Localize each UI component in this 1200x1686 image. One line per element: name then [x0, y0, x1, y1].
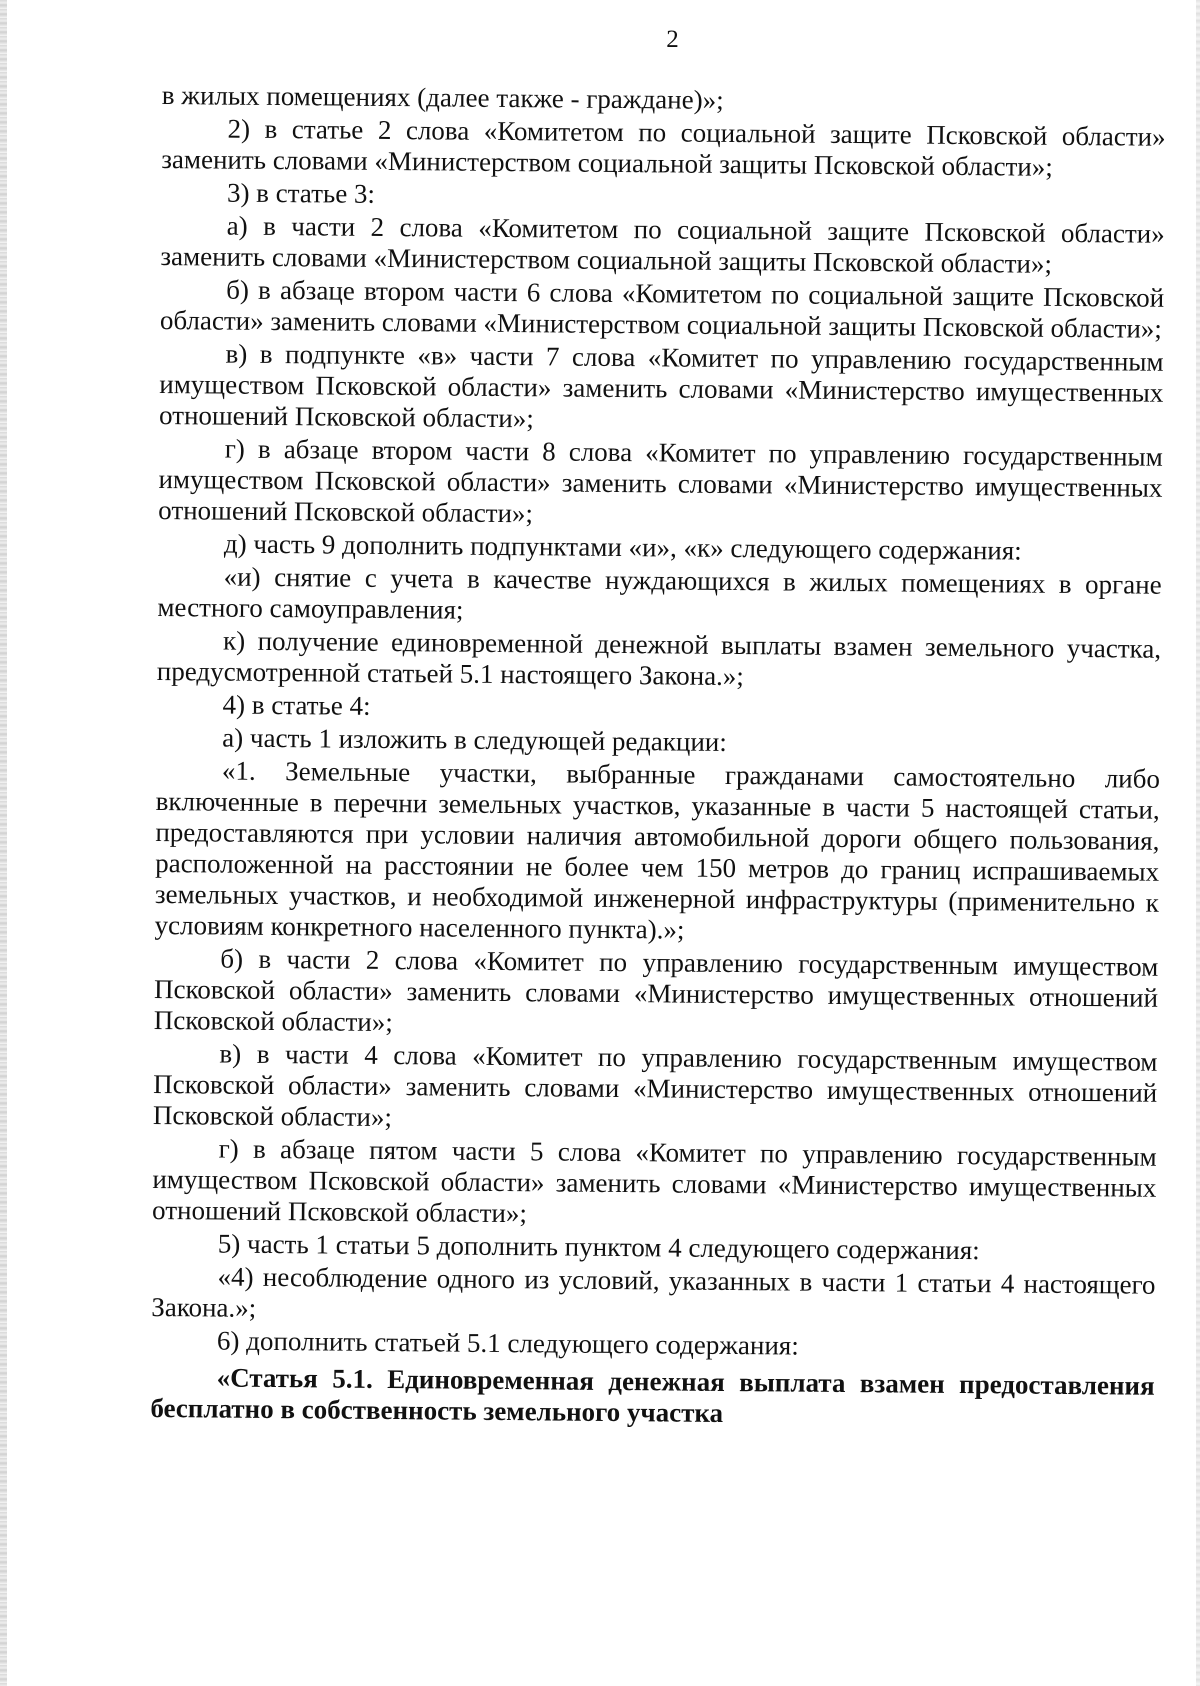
paragraph-18: 6) дополнить статьей 5.1 следующего содержания: [216, 1325, 799, 1361]
paragraph-9: к) получение единовременной денежной выплаты взамен земельного участка, предусмотренной статьей 5.1 настоящего Закона.»; [156, 625, 1162, 692]
paragraph-15: г) в абзаце пятом части 5 слова «Комитет по управлению государственным имуществом Псковской области» заменить словами «Министерство имущественных отношений Псковской области»; [152, 1133, 1157, 1229]
paragraph-5: в) в подпункте «в» части 7 слова «Комитет по управлению государственным имуществом Псковской области» заменить словами «Министерство имущественных отношений Псковской области»; [158, 338, 1164, 434]
paragraph-2: 3) в статье 3: [226, 177, 376, 209]
paragraph-10: 4) в статье 4: [222, 689, 371, 721]
page-number: 2 [666, 26, 679, 53]
paragraph-17: «4) несоблюдение одного из условий, указанных в части 1 статьи 4 настоящего Закона.»; [151, 1261, 1156, 1323]
paragraph-4: б) в абзаце втором части 6 слова «Комитетом по социальной защите Псковской области» заменить словами «Министерством социальной защиты Псковской области»; [159, 274, 1165, 344]
paragraph-16: 5) часть 1 статьи 5 дополнить пунктом 4 следующего содержания: [217, 1228, 980, 1266]
paragraph-6: г) в абзаце втором части 8 слова «Комитет по управлению государственным имуществом Псковской области» заменить словами «Министерство имущественных отношений Псковской области»; [158, 433, 1163, 529]
paragraph-13: б) в части 2 слова «Комитет по управлению государственным имуществом Псковской области» заменить словами «Министерство имущественных отношений Псковской области»; [153, 943, 1159, 1038]
paragraph-8: «и) снятие с учета в качестве нуждающихся в жилых помещениях в органе местного самоуправления; [157, 561, 1162, 625]
scan-right-edge [1196, 0, 1200, 1686]
scan-left-edge [0, 0, 7, 1686]
document-body [150, 80, 1166, 1460]
paragraph-14: в) в части 4 слова «Комитет по управлению государственным имуществом Псковской области» заменить словами «Министерство имущественных отношений Псковской области»; [152, 1038, 1158, 1133]
paragraph-12: «1. Земельные участки, выбранные гражданами самостоятельно либо включенные в перечни земельных участков, указанные в части 5 настоящей статьи, предоставляются при условии наличия автомобильной дороги общего пользования, расположенной на расстоянии не более чем 150 метров до границ испрашиваемых земельных участков, и необходимой инженерной инфраструктуры (применительно к условиям конкретного населенного пункта).»; [154, 755, 1161, 945]
paragraph-11: а) часть 1 изложить в следующей редакции: [222, 722, 727, 757]
article-heading: «Статья 5.1. Единовременная денежная выплата взамен предоставления бесплатно в собственность земельного участка [150, 1362, 1155, 1428]
paragraph-3: а) в части 2 слова «Комитетом по социальной защите Псковской области» заменить словами «Министерством социальной защиты Псковской области»; [160, 210, 1165, 279]
paragraph-7: д) часть 9 дополнить подпунктами «и», «к» следующего содержания: [223, 528, 1022, 566]
paragraph-0: в жилых помещениях (далее также - граждане)»; [161, 80, 724, 115]
paragraph-1: 2) в статье 2 слова «Комитетом по социальной защите Псковской области» заменить словами «Министерством социальной защиты Псковской области»; [161, 113, 1166, 182]
